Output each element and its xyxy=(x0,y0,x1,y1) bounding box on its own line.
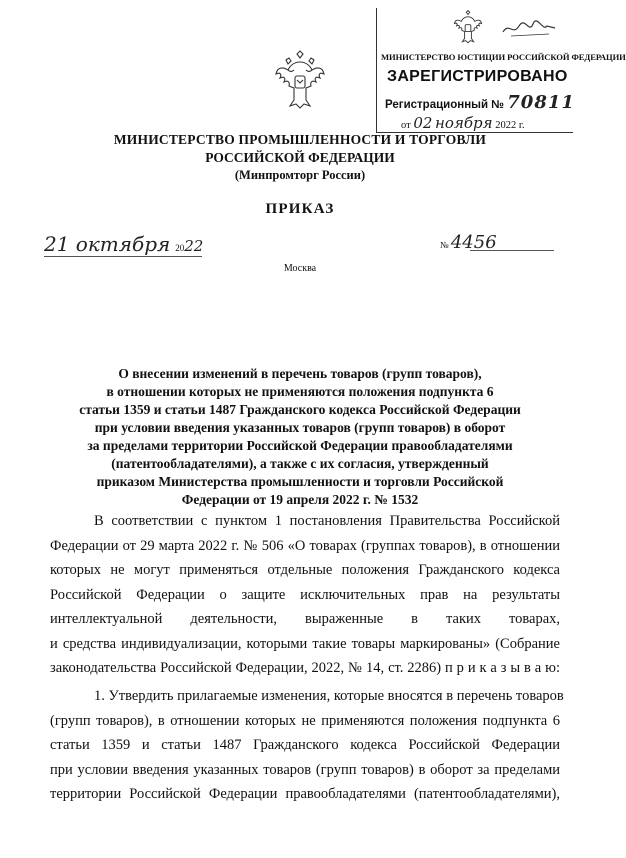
stamp-date-month: ноября xyxy=(435,114,493,132)
stamp-reg-label: Регистрационный № xyxy=(385,99,505,111)
text-line: территории Российской Федерации правообладателями (патентообладателями), xyxy=(50,786,560,802)
document-type: ПРИКАЗ xyxy=(265,201,335,217)
order-number-handwritten: 4456 xyxy=(450,232,497,253)
stamp-date-suffix: г. xyxy=(518,120,525,131)
ministry-name-line2: РОССИЙСКОЙ ФЕДЕРАЦИИ xyxy=(205,150,395,165)
ministry-short-name: (Минпромторг России) xyxy=(234,168,366,182)
double-headed-eagle-icon xyxy=(453,10,483,44)
stamp-ministry: МИНИСТЕРСТВО ЮСТИЦИИ РОССИЙСКОЙ ФЕДЕРАЦИИ xyxy=(381,52,626,62)
text-line: при условии введения указанных товаров (групп товаров) в оборот за пределами xyxy=(50,761,560,778)
stamp-registration-number xyxy=(385,92,575,113)
title-line: статьи 1359 и статьи 1487 Гражданского кодекса Российской Федерации xyxy=(79,402,521,417)
text-line: (групп товаров), в отношении которых не применяются положения подпункта 6 xyxy=(50,712,560,729)
title-line: при условии введения указанных товаров (групп товаров) в оборот xyxy=(94,420,506,435)
number-underline xyxy=(470,250,554,251)
text-line: Федерации от 29 марта 2022 г. № 506 «О товарах (группах товаров), в отношении xyxy=(50,537,560,554)
double-headed-eagle-icon xyxy=(274,50,326,110)
text-line: Российской Федерации о защите исключительных прав на результаты xyxy=(50,586,560,603)
order-title xyxy=(60,365,540,509)
paragraph-preamble xyxy=(50,509,560,681)
order-city: Москва xyxy=(283,263,317,274)
text-line: статьи 1359 и статьи 1487 Гражданского кодекса Российской Федерации xyxy=(50,737,560,753)
title-line: приказом Министерства промышленности и торговли Российской xyxy=(96,474,504,489)
ministry-name-line1: МИНИСТЕРСТВО ПРОМЫШЛЕННОСТИ И ТОРГОВЛИ xyxy=(113,132,487,147)
title-line: О внесении изменений в перечень товаров (групп товаров), xyxy=(118,366,482,381)
text-line: которых не могут применяться отдельные положения Гражданского кодекса xyxy=(50,562,560,578)
registration-stamp xyxy=(376,8,626,133)
title-line: (патентообладателями), а также с их согласия, утвержденный xyxy=(111,456,489,471)
stamp-date-day: 02 xyxy=(413,114,433,132)
stamp-date-prefix: от xyxy=(401,120,411,131)
text-line: законодательства Российской Федерации, 2022, № 14, ст. 2286) п р и к а з ы в а ю: xyxy=(50,660,560,676)
stamp-reg-number: 70811 xyxy=(507,92,575,113)
order-date xyxy=(44,232,203,257)
order-year-handwritten: 22 xyxy=(184,237,204,255)
stamp-registered: ЗАРЕГИСТРИРОВАНО xyxy=(387,68,568,85)
order-number-label: № xyxy=(440,240,449,250)
title-line: Федерации от 19 апреля 2022 г. № 1532 xyxy=(181,492,419,507)
signature-scrawl xyxy=(501,18,557,38)
stamp-date-year: 2022 xyxy=(495,120,517,131)
order-date-handwritten: 21 октября xyxy=(44,232,171,256)
text-line: и средства индивидуализации, которыми такие товары маркированы» (Собрание xyxy=(50,635,560,652)
text-line: 1. Утвердить прилагаемые изменения, которые вносятся в перечень товаров xyxy=(94,688,564,704)
title-line: за пределами территории Российской Федерации правообладателями xyxy=(87,438,513,453)
paragraph-item-1 xyxy=(50,684,564,807)
stamp-date xyxy=(401,114,525,132)
title-line: в отношении которых не применяются положения подпункта 6 xyxy=(106,384,494,399)
order-year-printed: 20 xyxy=(175,243,185,253)
text-line: интеллектуальной деятельности, выраженные в таких товарах, xyxy=(50,611,560,627)
text-line: В соответствии с пунктом 1 постановления Правительства Российской xyxy=(94,513,560,529)
date-underline xyxy=(44,256,202,257)
